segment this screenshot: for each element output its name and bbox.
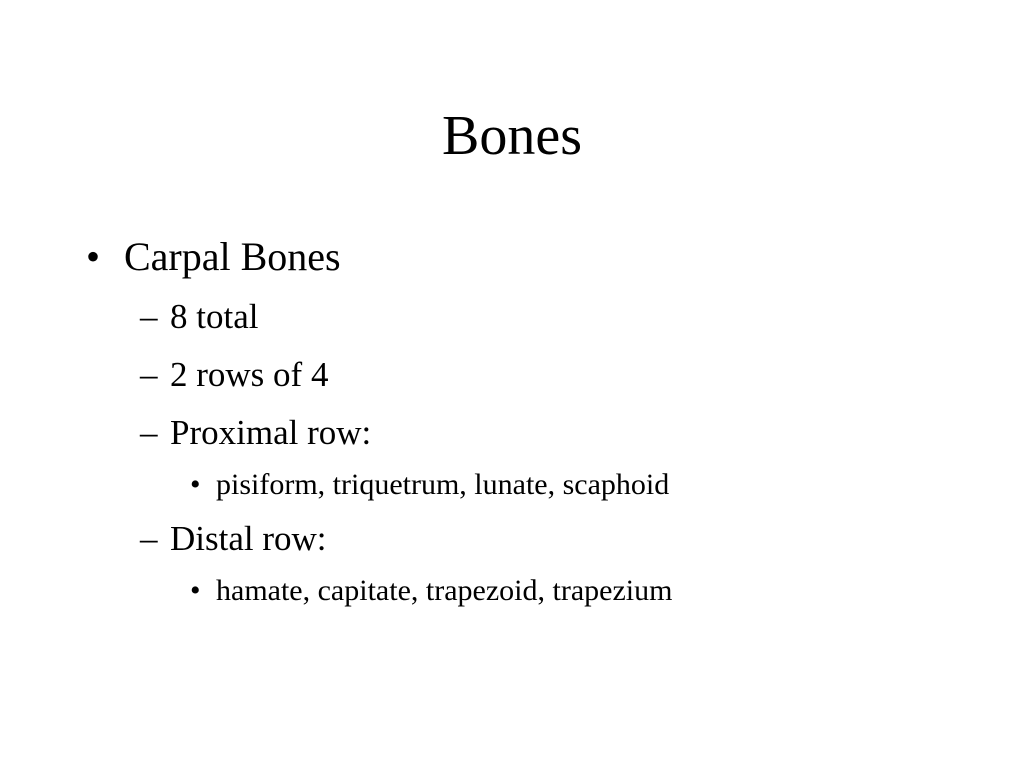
sub-item-text: Proximal row: — [170, 413, 372, 452]
dash-marker: – — [140, 519, 158, 558]
dash-marker: – — [140, 355, 158, 394]
sub-sub-item-text: hamate, capitate, trapezoid, trapezium — [216, 574, 673, 607]
sub-bullet-marker: • — [190, 574, 201, 607]
dash-marker: – — [140, 413, 158, 452]
sub-bullet-marker: • — [190, 468, 201, 501]
bullet-text: Carpal Bones — [124, 234, 341, 279]
sub-item-text: Distal row: — [170, 519, 327, 558]
sub-item-text: 8 total — [170, 297, 259, 336]
bullet-marker: • — [86, 234, 101, 279]
sub-sub-item-text: pisiform, triquetrum, lunate, scaphoid — [216, 468, 670, 501]
dash-marker: – — [140, 297, 158, 336]
sub-item-text: 2 rows of 4 — [170, 355, 329, 394]
slide-title: Bones — [442, 105, 582, 167]
